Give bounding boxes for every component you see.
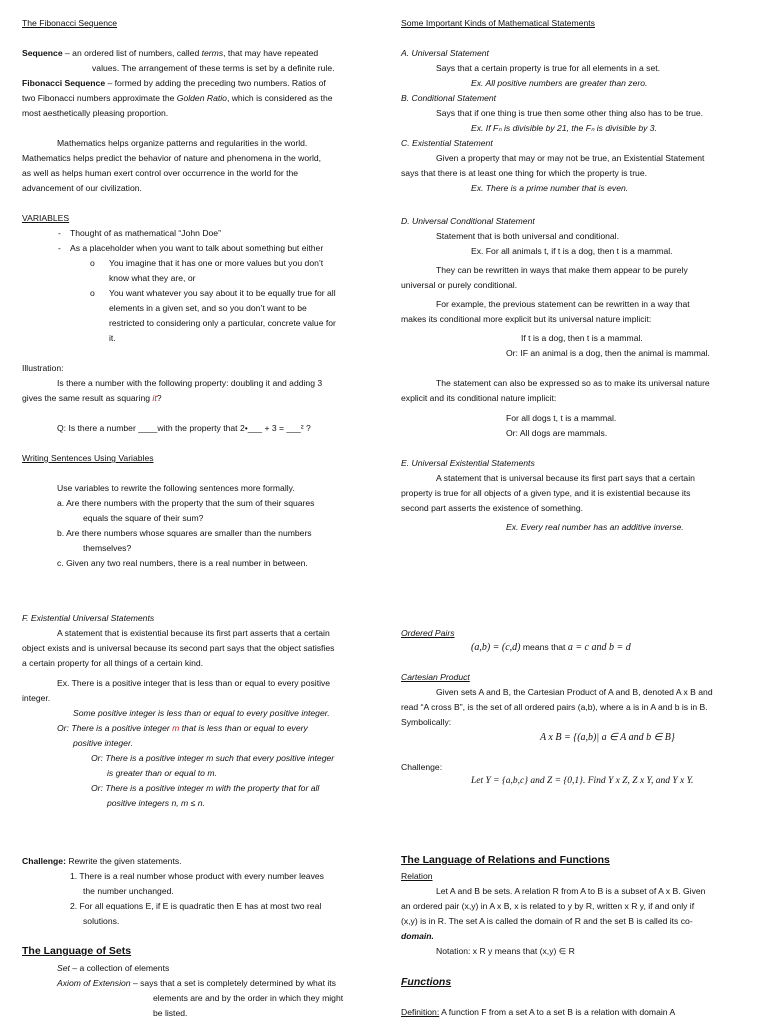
variables-sub-2a: You want whatever you say about it to be equally true for all	[109, 288, 336, 298]
f-example-9: positive integers n, m ≤ n.	[107, 798, 205, 808]
functions-title: Functions	[401, 976, 452, 988]
relation-paragraph-3: (x,y) is in R. The set A is called the domain of R and the set B is called its co-	[401, 916, 693, 926]
ordered-pairs-title: Ordered Pairs	[401, 628, 455, 638]
uc-paragraph-6: explicit and its conditional nature implicit:	[401, 393, 557, 403]
f-example-1: Ex. There is a positive integer that is less than or equal to every positive	[57, 678, 331, 688]
cp-paragraph-1: Given sets A and B, the Cartesian Product of A and B, denoted A x B and	[436, 687, 713, 697]
sequence-definition	[22, 46, 318, 61]
uc-conditional-2: Or: IF an animal is a dog, then the animal is mammal.	[506, 348, 710, 358]
fibonacci-title: The Fibonacci Sequence	[22, 18, 118, 28]
writing-intro: Use variables to rewrite the following sentences more formally.	[57, 483, 295, 493]
relation-paragraph-4: domain.	[401, 931, 434, 941]
universal-title: A. Universal Statement	[401, 48, 489, 58]
challenge-1a: 1. There is a real number whose product with every number leaves	[70, 871, 324, 881]
f-paragraph-1: A statement that is existential because its first part asserts that a certain	[57, 628, 330, 638]
uc-paragraph-3: For example, the previous statement can be rewritten in a way that	[436, 299, 690, 309]
uc-desc: Statement that is both universal and conditional.	[436, 231, 619, 241]
uc-universal-1: For all dogs t, t is a mammal.	[506, 413, 617, 423]
variables-sub-1b: know what they are, or	[109, 273, 196, 283]
writing-c: c. Given any two real numbers, there is a real number in between.	[57, 558, 308, 568]
conditional-title: B. Conditional Statement	[401, 93, 497, 103]
uc-paragraph-5: The statement can also be expressed so as to make its universal nature	[436, 378, 710, 388]
fibonacci-def-b: two Fibonacci numbers approximate the	[22, 93, 177, 103]
relation-paragraph-1: Let A and B be sets. A relation R from A to B is a subset of A x B. Given	[436, 886, 706, 896]
f-example-3: Some positive integer is less than or equal to every positive integer.	[73, 708, 330, 718]
variables-bullet-1: Thought of as mathematical “John Doe”	[70, 228, 221, 238]
kinds-title: Some Important Kinds of Mathematical Statements	[401, 18, 595, 28]
set-term: Set	[57, 963, 70, 973]
fibonacci-term: Fibonacci Sequence	[22, 78, 106, 88]
challenge-line	[22, 854, 182, 869]
terms-word: terms	[201, 48, 224, 58]
function-definition	[401, 1005, 675, 1020]
math-paragraph-3: as well as helps human exert control over occurrence in the world for the	[22, 168, 299, 178]
uc-conditional-1: If t is a dog, then t is a mammal.	[521, 333, 643, 343]
f-paragraph-2: object exists and is universal because its second part says that the object satisfies	[22, 643, 335, 653]
uc-paragraph-4: makes its conditional more explicit but its universal nature implicit:	[401, 314, 652, 324]
ordered-pairs-condition: a = c and b = d	[567, 642, 631, 653]
math-paragraph-2: Mathematics helps predict the behavior of nature and phenomena in the world,	[22, 153, 322, 163]
sequence-def-c: values. The arrangement of these terms is set by a definite rule.	[92, 63, 335, 73]
universal-conditional-title: D. Universal Conditional Statement	[401, 216, 535, 226]
universal-desc: Says that a certain property is true for all elements in a set.	[436, 63, 661, 73]
cp-paragraph-2: read “A cross B”, is the set of all ordered pairs (a,b), where a is in A and b is in B.	[401, 702, 708, 712]
existential-desc-1: Given a property that may or may not be true, an Existential Statement	[436, 153, 705, 163]
relation-paragraph-2: an ordered pair (x,y) in A x B, x is related to y by R, written x R y, if and only if	[401, 901, 695, 911]
fibonacci-def-c: , which is considered as the	[226, 93, 333, 103]
fibonacci-def-d: most aesthetically pleasing proportion.	[22, 108, 169, 118]
it-word: it	[152, 393, 157, 403]
illustration-q2b: ?	[156, 393, 162, 403]
writing-sentences-title: Writing Sentences Using Variables	[22, 453, 154, 463]
writing-b1: b. Are there numbers whose squares are smaller than the numbers	[57, 528, 312, 538]
definition-label: Definition:	[401, 1007, 440, 1017]
fibonacci-def-a: – formed by adding the preceding two numbers. Ratios of	[105, 78, 326, 88]
universal-existential-title: E. Universal Existential Statements	[401, 458, 535, 468]
f-example-7: is greater than or equal to m.	[107, 768, 217, 778]
illustration-q3: Q: Is there a number ____with the property that 2•___ + 3 = ___² ?	[57, 423, 311, 433]
axiom-def: – says that a set is completely determined by what its	[130, 978, 336, 988]
variables-sub-2c: restricted to considering only a particular, concrete value for	[109, 318, 336, 328]
axiom-line	[57, 976, 336, 991]
set-definition	[57, 961, 169, 976]
existential-title: C. Existential Statement	[401, 138, 493, 148]
axiom-line-2: elements are and by the order in which they might	[153, 993, 344, 1003]
golden-ratio: Golden Ratio	[176, 93, 227, 103]
sequence-term: Sequence	[22, 48, 63, 58]
variables-bullet-2: As a placeholder when you want to talk about something but either	[70, 243, 324, 253]
sets-title: The Language of Sets	[22, 945, 132, 957]
variables-sub-2d: it.	[109, 333, 116, 343]
variables-sub-1a: You imagine that it has one or more values but you don’t	[109, 258, 324, 268]
ue-paragraph-3: second part asserts the existence of something.	[401, 503, 584, 513]
f-paragraph-3: a certain property for all things of a certain kind.	[22, 658, 204, 668]
cp-paragraph-3: Symbolically:	[401, 717, 452, 727]
circle-bullet-icon: o	[90, 258, 95, 268]
variables-sub-2b: elements in a given set, and so you don’t want to be	[109, 303, 307, 313]
set-def: – a collection of elements	[69, 963, 170, 973]
ue-paragraph-1: A statement that is universal because its first part says that a certain	[436, 473, 695, 483]
illustration-q2a: gives the same result as squaring	[22, 393, 153, 403]
fibonacci-definition	[22, 76, 326, 91]
cp-challenge-label: Challenge:	[401, 762, 443, 772]
universal-example: Ex. All positive numbers are greater than zero.	[471, 78, 648, 88]
uc-paragraph-1: They can be rewritten in ways that make them appear to be purely	[436, 265, 688, 275]
challenge-1b: the number unchanged.	[83, 886, 174, 896]
sequence-def-a: – an ordered list of numbers, called	[62, 48, 202, 58]
f-example-8: Or: There is a positive integer m with the property that for all	[91, 783, 320, 793]
cartesian-product-title: Cartesian Product	[401, 672, 470, 682]
relation-notation: Notation: x R y means that (x,y) ∈ R	[436, 946, 575, 956]
existential-example: Ex. There is a prime number that is even.	[471, 183, 629, 193]
axiom-term: Axiom of Extension	[57, 978, 131, 988]
definition-text: A function F from a set A to a set B is a relation with domain A	[439, 1007, 676, 1017]
challenge-2b: solutions.	[83, 916, 120, 926]
uc-paragraph-2: universal or purely conditional.	[401, 280, 518, 290]
uc-universal-2: Or: All dogs are mammals.	[506, 428, 608, 438]
f-example-4b: that is less than or equal to every	[179, 723, 308, 733]
f-example-2: integer.	[22, 693, 51, 703]
cp-formula: A x B = {(a,b)| a ∈ A and b ∈ B}	[540, 732, 675, 743]
writing-b2: themselves?	[83, 543, 132, 553]
variables-title: VARIABLES	[22, 213, 70, 223]
writing-a2: equals the square of their sum?	[83, 513, 204, 523]
f-example-4a: Or: There is a positive integer	[57, 723, 173, 733]
existential-universal-title: F. Existential Universal Statements	[22, 613, 155, 623]
math-paragraph-4: advancement of our civilization.	[22, 183, 142, 193]
existential-desc-2: says that there is at least one thing for which the property is true.	[401, 168, 648, 178]
ue-example: Ex. Every real number has an additive inverse.	[506, 522, 684, 532]
sequence-def-b: , that may have repeated	[223, 48, 319, 58]
dash-bullet-icon: -	[58, 228, 61, 238]
uc-example: Ex. For all animals t, if t is a dog, then t is a mammal.	[471, 246, 673, 256]
relations-functions-title: The Language of Relations and Functions	[401, 854, 610, 866]
m-variable: m	[172, 723, 180, 733]
math-paragraph-1: Mathematics helps organize patterns and regularities in the world.	[57, 138, 308, 148]
f-example-4	[57, 721, 308, 736]
illustration-q2	[22, 391, 161, 406]
conditional-example: Ex. If Fₙ is divisible by 21, the Fₙ is divisible by 3.	[471, 123, 657, 133]
conditional-desc: Says that if one thing is true then some other thing also has to be true.	[436, 108, 704, 118]
ordered-pairs-means: means that	[520, 642, 568, 652]
fibonacci-def-line2	[22, 91, 333, 106]
challenge-label: Challenge:	[22, 856, 66, 866]
f-example-6: Or: There is a positive integer m such that every positive integer	[91, 753, 335, 763]
relation-title: Relation	[401, 871, 433, 881]
ordered-pairs-formula: (a,b) = (c,d)	[471, 642, 521, 653]
challenge-2a: 2. For all equations E, if E is quadratic then E has at most two real	[70, 901, 322, 911]
ordered-pairs-formula-line	[471, 640, 631, 655]
axiom-line-3: be listed.	[153, 1008, 188, 1018]
illustration-q1: Is there a number with the following property: doubling it and adding 3	[57, 378, 323, 388]
cp-challenge: Let Y = {a,b,c} and Z = {0,1}. Find Y x Z, Z x Y, and Y x Y.	[471, 776, 694, 786]
f-example-5: positive integer.	[73, 738, 133, 748]
dash-bullet-icon: -	[58, 243, 61, 253]
illustration-label: Illustration:	[22, 363, 64, 373]
challenge-text: Rewrite the given statements.	[65, 856, 182, 866]
ue-paragraph-2: property is true for all objects of a given type, and it is existential because its	[401, 488, 691, 498]
writing-a1: a. Are there numbers with the property that the sum of their squares	[57, 498, 315, 508]
circle-bullet-icon: o	[90, 288, 95, 298]
